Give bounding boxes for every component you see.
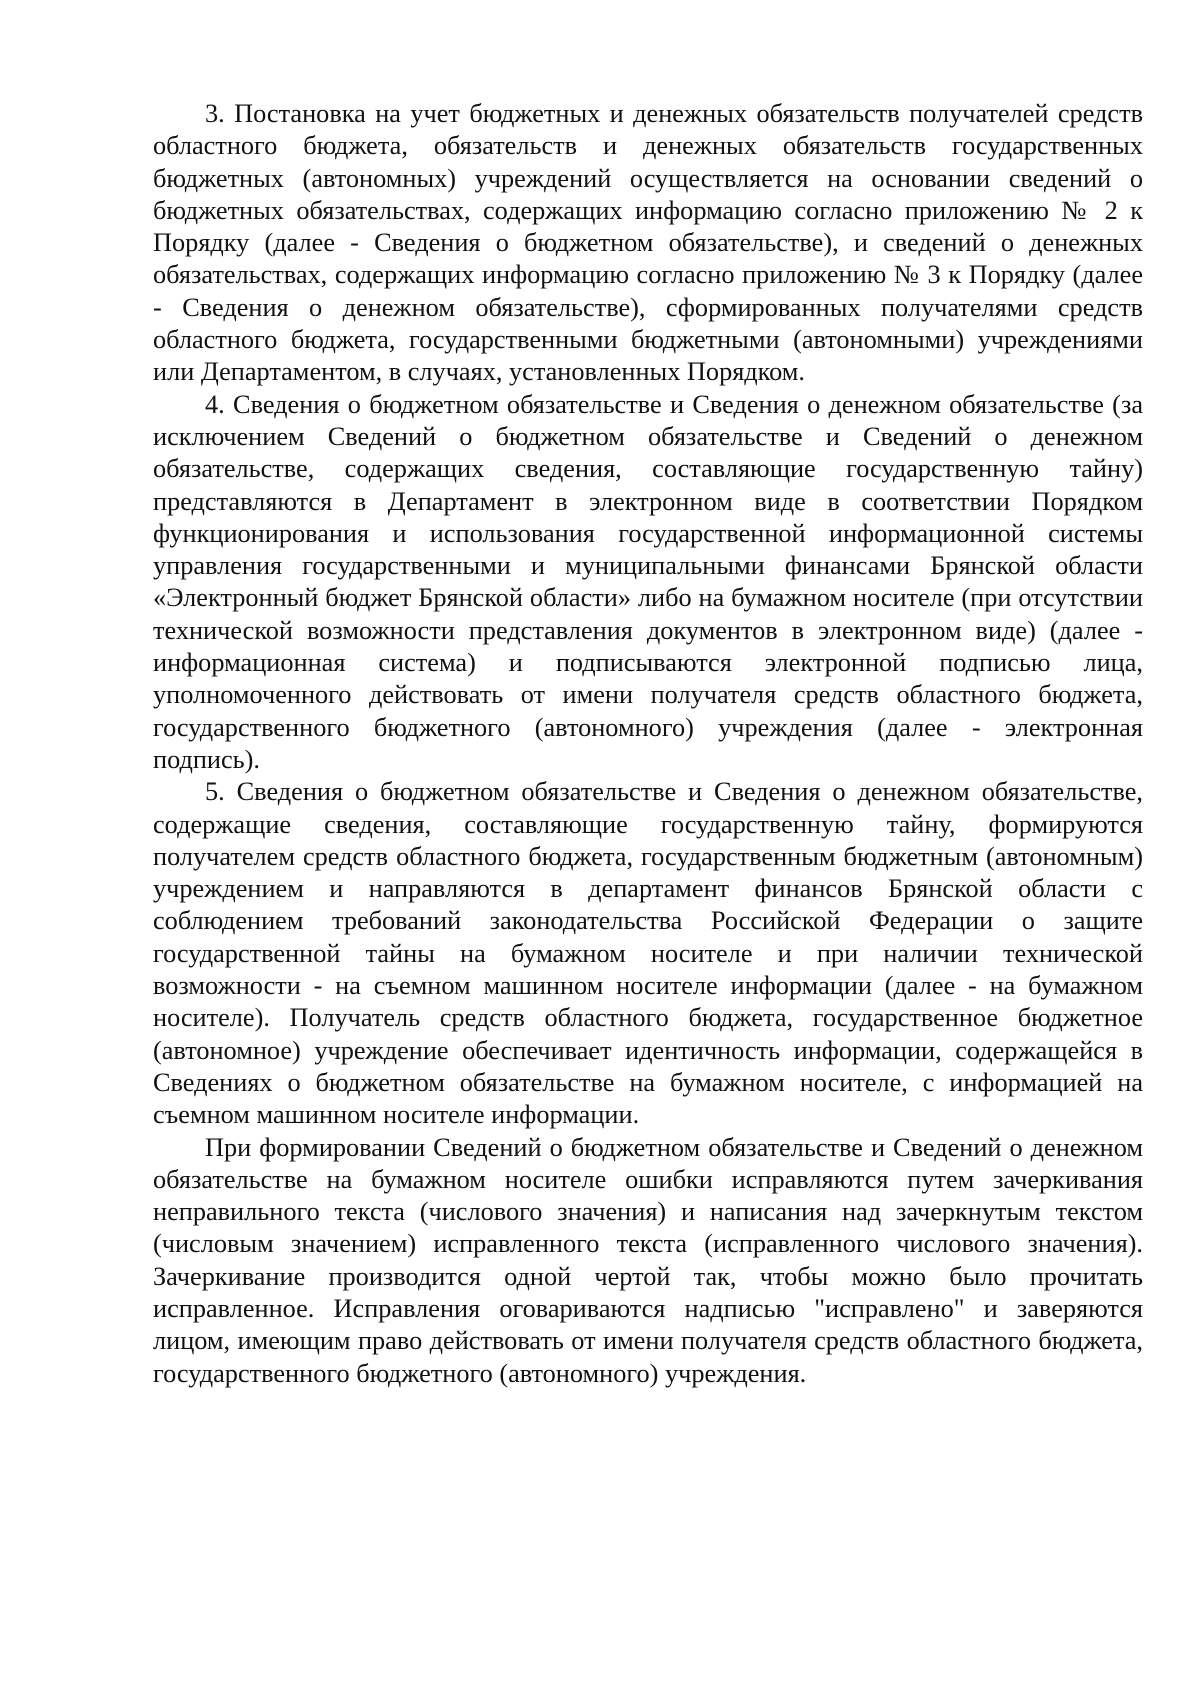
document-body	[153, 98, 1143, 1390]
paragraph-4: 4. Сведения о бюджетном обязательстве и Сведения о денежном обязательстве (за исключением Сведений о бюджетном обязательстве и Сведений о денежном обязательстве, содержащих сведения, составляющие государственную тайну) представляются в Департамент в электронном виде в соответствии Порядком функционирования и использования государственной информационной системы управления государственными и муниципальными финансами Брянской области «Электронный бюджет Брянской области» либо на бумажном носителе (при отсутствии технической возможности представления документов в электронном виде) (далее - информационная система) и подписываются электронной подписью лица, уполномоченного действовать от имени получателя средств областного бюджета, государственного бюджетного (автономного) учреждения (далее - электронная подпись).	[153, 389, 1143, 774]
paragraph-corrections: При формировании Сведений о бюджетном обязательстве и Сведений о денежном обязательстве на бумажном носителе ошибки исправляются путем зачеркивания неправильного текста (числового значения) и написания над зачеркнутым текстом (числовым значением) исправленного текста (исправленного числового значения). Зачеркивание производится одной чертой так, чтобы можно было прочитать исправленное. Исправления оговариваются надписью "исправлено" и заверяются лицом, имеющим право действовать от имени получателя средств областного бюджета, государственного бюджетного (автономного) учреждения.	[153, 1132, 1143, 1388]
paragraph-3: 3. Постановка на учет бюджетных и денежных обязательств получателей средств областного бюджета, обязательств и денежных обязательств государственных бюджетных (автономных) учреждений осуществляется на основании сведений о бюджетных обязательствах, содержащих информацию согласно приложению № 2 к Порядку (далее - Сведения о бюджетном обязательстве), и сведений о денежных обязательствах, содержащих информацию согласно приложению № 3 к Порядку (далее - Сведения о денежном обязательстве), сформированных получателями средств областного бюджета, государственными бюджетными (автономными) учреждениями или Департаментом, в случаях, установленных Порядком.	[153, 99, 1143, 387]
paragraph-5: 5. Сведения о бюджетном обязательстве и Сведения о денежном обязательстве, содержащие сведения, составляющие государственную тайну, формируются получателем средств областного бюджета, государственным бюджетным (автономным) учреждением и направляются в департамент финансов Брянской области с соблюдением требований законодательства Российской Федерации о защите государственной тайны на бумажном носителе и при наличии технической возможности - на съемном машинном носителе информации (далее - на бумажном носителе). Получатель средств областного бюджета, государственное бюджетное (автономное) учреждение обеспечивает идентичность информации, содержащейся в Сведениях о бюджетном обязательстве на бумажном носителе, с информацией на съемном машинном носителе информации.	[153, 777, 1143, 1130]
